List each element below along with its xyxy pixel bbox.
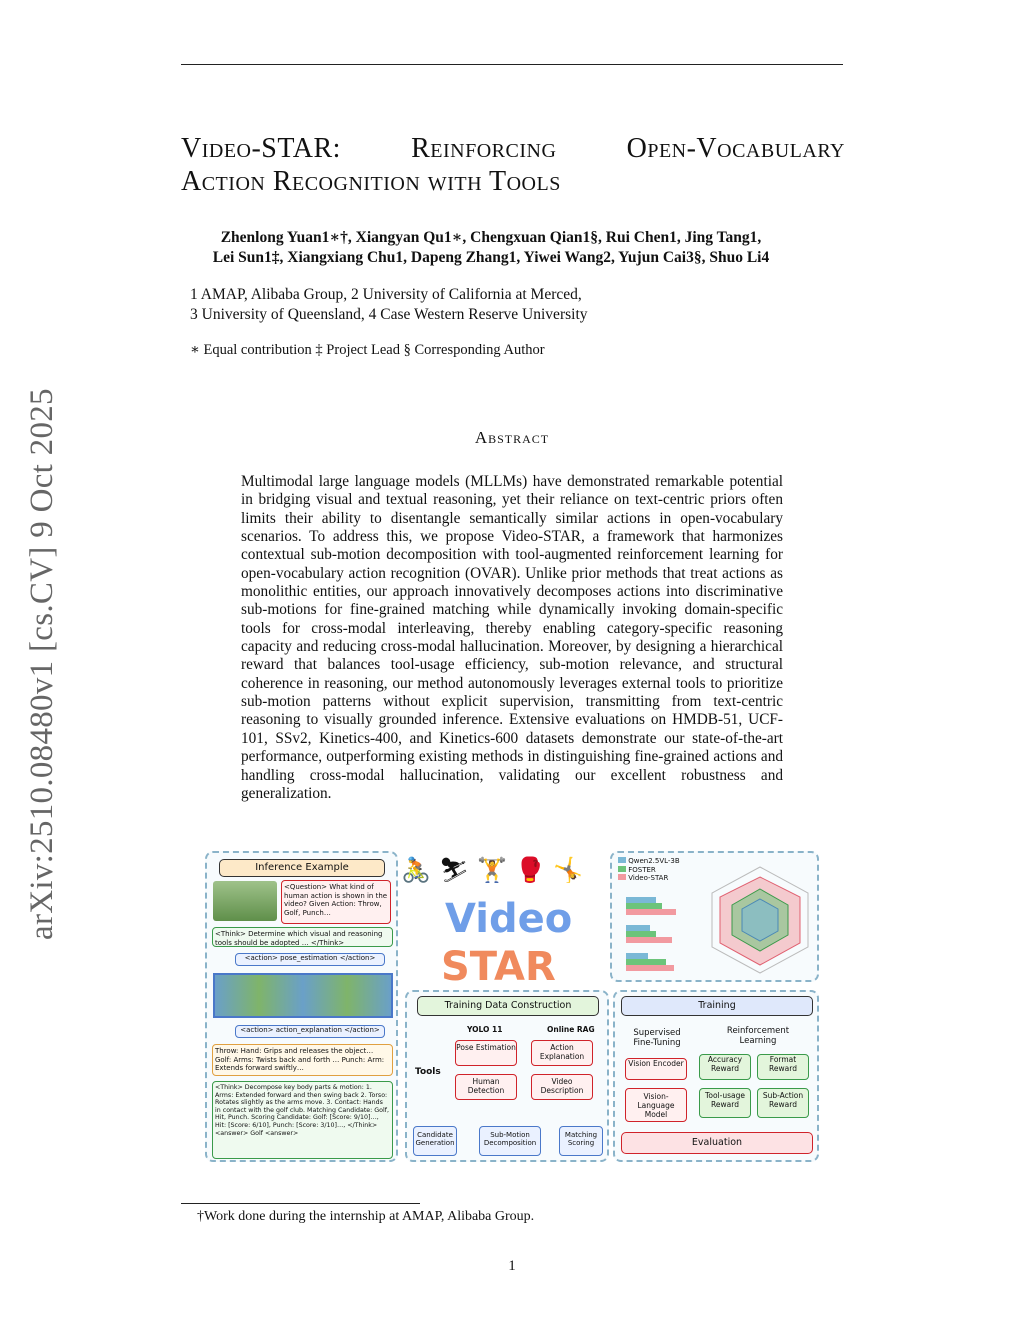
logo-star: STAR bbox=[441, 944, 556, 990]
page-number: 1 bbox=[508, 1258, 516, 1274]
affiliation-line-2: 3 University of Queensland, 4 Case Western Reserve University bbox=[190, 306, 588, 323]
training-panel bbox=[613, 990, 819, 1162]
arxiv-identifier[interactable]: arXiv:2510.08480v1 [cs.CV] 9 Oct 2025 bbox=[24, 388, 60, 940]
overview-figure bbox=[205, 848, 819, 1166]
legend-entry: Video-STAR bbox=[628, 874, 669, 882]
author-list bbox=[181, 228, 801, 268]
footnote: †Work done during the internship at AMAP, Alibaba Group. bbox=[197, 1209, 535, 1224]
tool-detection: Human Detection bbox=[455, 1074, 517, 1100]
training-title: Training bbox=[621, 996, 813, 1016]
inference-panel bbox=[205, 851, 398, 1162]
yolo-label: YOLO 11 bbox=[467, 1025, 503, 1034]
results-panel bbox=[610, 851, 819, 982]
reward-sub-action: Sub-Action Reward bbox=[757, 1088, 809, 1118]
action-call: <action> action_explanation </action> bbox=[235, 1025, 385, 1038]
chart-legend bbox=[618, 857, 698, 883]
top-rule bbox=[181, 64, 843, 65]
abstract-text: Multimodal large language models (MLLMs) have demonstrated remarkable potential in bridging visual and textual reasoning, yet their reliance on text-centric priors often limits their ability to disentangle semantically similar actions in open-vocabulary scenarios. To address this, we propose Video-STAR, a framework that harmonizes contextual sub-motion decomposition with tool-augmented reinforcement learning for open-vocabulary action recognition (OVAR). Unlike prior methods that treat actions as monolithic entities, our approach innovatively decomposes actions into discriminative sub-motions for fine-grained matching while dynamically invoking domain-specific tools for cross-modal interleaving, thereby enabling category-specific reasoning capacity and reducing cross-modal hallucination. Moreover, by designing a hierarchical reward that balances tool-usage efficiency, sub-motion relevance, and structural coherence in reasoning, our method autonomously leverages external tools to prioritize sub-motion patterns without explicit supervision, transmitting from text-centric reasoning to visually grounded inference. Extensive evaluations on HMDB-51, UCF-101, SSv2, Kinetics-400, and Kinetics-600 datasets demonstrate our state-of-the-art performance, outperforming existing methods in distinguishing fine-grained actions and handling cross-modal hallucination, validating our excellent robustness and generalization. bbox=[241, 473, 783, 802]
author-line-1: Zhenlong Yuan1∗†, Xiangyan Qu1∗, Chengxuan Qian1§, Rui Chen1, Jing Tang1, bbox=[220, 229, 762, 246]
stage-matching: Matching Scoring bbox=[559, 1126, 603, 1156]
stage-submotion: Sub-Motion Decomposition bbox=[479, 1126, 541, 1156]
training-data-title: Training Data Construction bbox=[417, 996, 599, 1016]
explanation-box: Throw: Hand: Grips and releases the object… Golf: Arms: Twists back and forth … Punch: Arm: Extends forward swiftly… bbox=[212, 1044, 393, 1076]
legend-entry: FOSTER bbox=[628, 865, 656, 874]
title-word: Open-Vocabulary bbox=[626, 133, 845, 164]
question-box: <Question> What kind of human action is shown in the video? Given Action: Throw, Golf, Punch… bbox=[281, 880, 391, 924]
reward-format: Format Reward bbox=[757, 1054, 809, 1080]
affiliations bbox=[190, 285, 588, 325]
sport-icons: 🚴⛷🏋🥊🤸 bbox=[401, 856, 591, 884]
logo-video: Video bbox=[445, 896, 573, 942]
pose-frames bbox=[213, 973, 393, 1018]
evaluation-box: Evaluation bbox=[621, 1132, 813, 1154]
abstract-heading: Abstract bbox=[474, 428, 550, 447]
bar-chart bbox=[616, 893, 696, 981]
sft-label: Supervised Fine-Tuning bbox=[633, 1028, 681, 1048]
training-data-panel bbox=[405, 990, 609, 1162]
vision-encoder: Vision Encoder bbox=[625, 1058, 687, 1080]
legend-entry: Qwen2.5VL-3B bbox=[628, 857, 680, 865]
title-line-2: Action Recognition with Tools bbox=[181, 166, 561, 197]
logo-area bbox=[401, 856, 601, 990]
vision-language-model: Vision-Language Model bbox=[625, 1088, 687, 1122]
tool-description: Video Description bbox=[531, 1074, 593, 1100]
paper-title bbox=[181, 132, 845, 198]
inference-title: Inference Example bbox=[219, 859, 385, 877]
reward-accuracy: Accuracy Reward bbox=[699, 1054, 751, 1080]
title-word: Video-STAR: bbox=[181, 133, 341, 164]
tool-explanation: Action Explanation bbox=[531, 1040, 593, 1066]
author-notes: ∗ Equal contribution ‡ Project Lead § Corresponding Author bbox=[190, 342, 545, 358]
stage-candidate: Candidate Generation bbox=[413, 1126, 457, 1156]
affiliation-line-1: 1 AMAP, Alibaba Group, 2 University of California at Merced, bbox=[190, 286, 582, 303]
think-box: <Think> Determine which visual and reasoning tools should be adopted … </Think> bbox=[212, 927, 393, 947]
radar-chart bbox=[704, 861, 816, 979]
rag-label: Online RAG bbox=[547, 1025, 595, 1034]
author-line-2: Lei Sun1‡, Xiangxiang Chu1, Dapeng Zhang1, Yiwei Wang2, Yujun Cai3§, Shuo Li4 bbox=[212, 249, 770, 266]
tools-label: Tools bbox=[415, 1067, 441, 1077]
footnote-rule bbox=[181, 1203, 420, 1204]
reasoning-box: <Think> Decompose key body parts & motion: 1. Arms: Extended forward and then swing back 2. Torso: Rotates slightly as the arms move. 3. Contact: Hands in contact with the golf club. Matching Candidate: Golf, Hit, Punch. Scoring Candidate: Golf: [Score: 9/10]…, Hit: [Score: 6/10], Punch: [Score: 3/10]…, </Think> <answer> Golf <answer> bbox=[212, 1081, 393, 1159]
tool-pose: Pose Estimation bbox=[455, 1040, 517, 1066]
rl-label: Reinforcement Learning bbox=[726, 1026, 790, 1046]
reward-tool-usage: Tool-usage Reward bbox=[699, 1088, 751, 1118]
video-frame bbox=[213, 881, 277, 921]
action-call: <action> pose_estimation </action> bbox=[235, 953, 385, 966]
title-word: Reinforcing bbox=[411, 133, 557, 164]
